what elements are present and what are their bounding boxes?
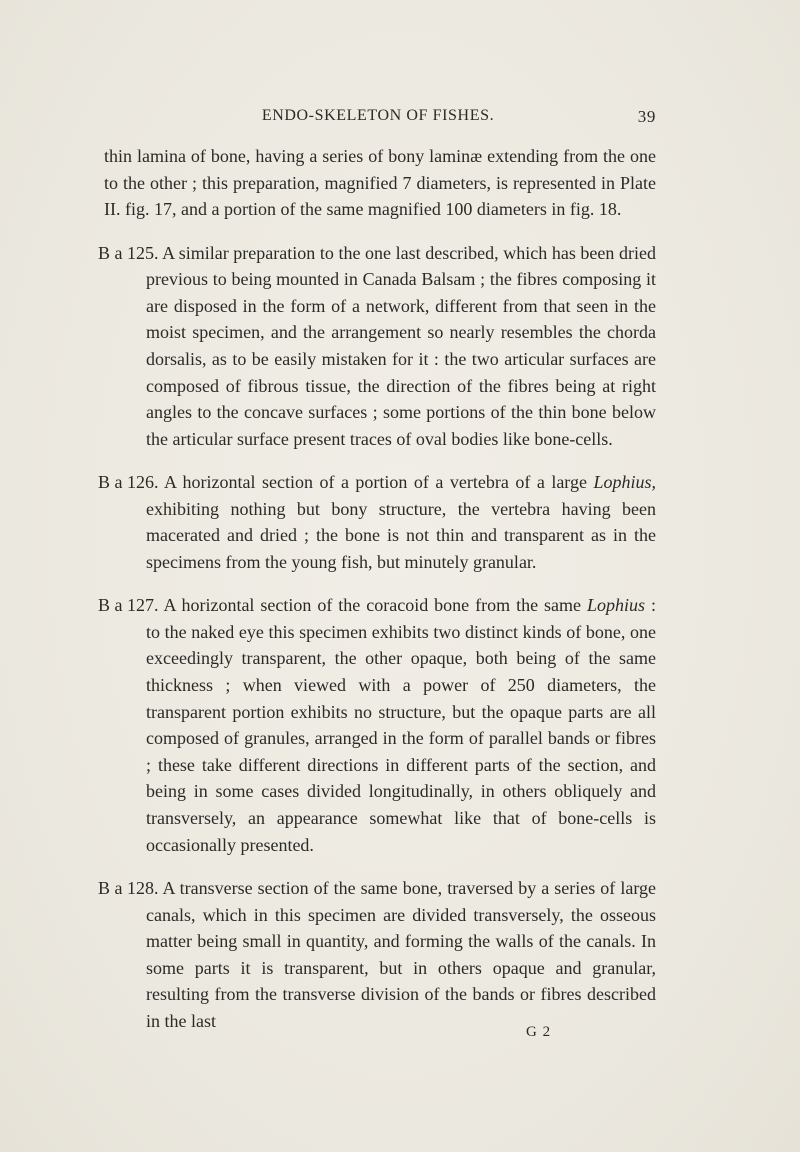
entry-text-continued: : to the naked eye this specimen exhibits two distinct kinds of bone, one exceedingly transparent, the other opaque, both being of the same thickness ; when viewed with a power of 250 diameters, the transparent portion exhibits no structure, but the opaque parts are all composed of granules, arranged in the form of parallel bands or fibres ; these take different directions in different parts of the section, and being in some cases divided longitudinally, in others obliquely and transversely, an appearance somewhat like that of bone-cells is occasionally presented. xyxy=(146,595,656,855)
entry-id: B a 128. xyxy=(98,878,159,899)
catalogue-entry-b-a-127 xyxy=(98,592,656,858)
signature-mark: G 2 xyxy=(526,1024,552,1040)
entry-text-continued: exhibiting nothing but bony structure, the vertebra having been macerated and dried ; the bone is not thin and transparent as in the specimens from the young fish, but minutely granular. xyxy=(146,498,656,572)
entry-id: B a 126. xyxy=(98,472,159,493)
body-text xyxy=(98,143,656,1051)
paragraph-text: thin lamina of bone, having a series of bony laminæ extending from the one to the other ; this preparation, magnified 7 diameters, is represented in Plate II. fig. 17, and a portion of the same magnified 100 diameters in fig. 18. xyxy=(104,146,656,220)
running-head xyxy=(100,107,656,131)
entry-text: A transverse section of the same bone, traversed by a series of large canals, which in this specimen are divided transversely, the osseous matter being small in quantity, and forming the walls of the canals. In some parts it is transparent, but in others opaque and granular, resulting from the transverse division of the bands or fibres described in the last xyxy=(146,878,656,1031)
page-header-title: ENDO-SKELETON OF FISHES. xyxy=(261,107,495,124)
entry-id: B a 127. xyxy=(98,595,159,616)
catalogue-entry-b-a-125 xyxy=(98,240,656,453)
entry-italic-term: Lophius xyxy=(587,595,646,616)
catalogue-entry-b-a-128 xyxy=(98,875,656,1035)
entry-text: A horizontal section of the coracoid bone from the same xyxy=(163,595,587,616)
continued-paragraph xyxy=(104,143,656,223)
entry-id: B a 125. xyxy=(98,242,159,263)
entry-italic-term: Lophius, xyxy=(593,472,656,493)
catalogue-entry-b-a-126 xyxy=(98,469,656,575)
page-number: 39 xyxy=(637,107,656,126)
entry-text: A similar preparation to the one last described, which has been dried previous to being mounted in Canada Balsam ; the fibres composing it are disposed in the form of a network, different from that seen in the moist specimen, and the arrangement so nearly resembles the chorda dorsalis, as to be easily mistaken for it : the two articular surfaces are composed of fibrous tissue, the direction of the fibres being at right angles to the concave surfaces ; some portions of the thin bone below the articular surface present traces of oval bodies like bone-cells. xyxy=(146,242,656,449)
entry-text: A horizontal section of a portion of a vertebra of a large xyxy=(164,472,594,493)
